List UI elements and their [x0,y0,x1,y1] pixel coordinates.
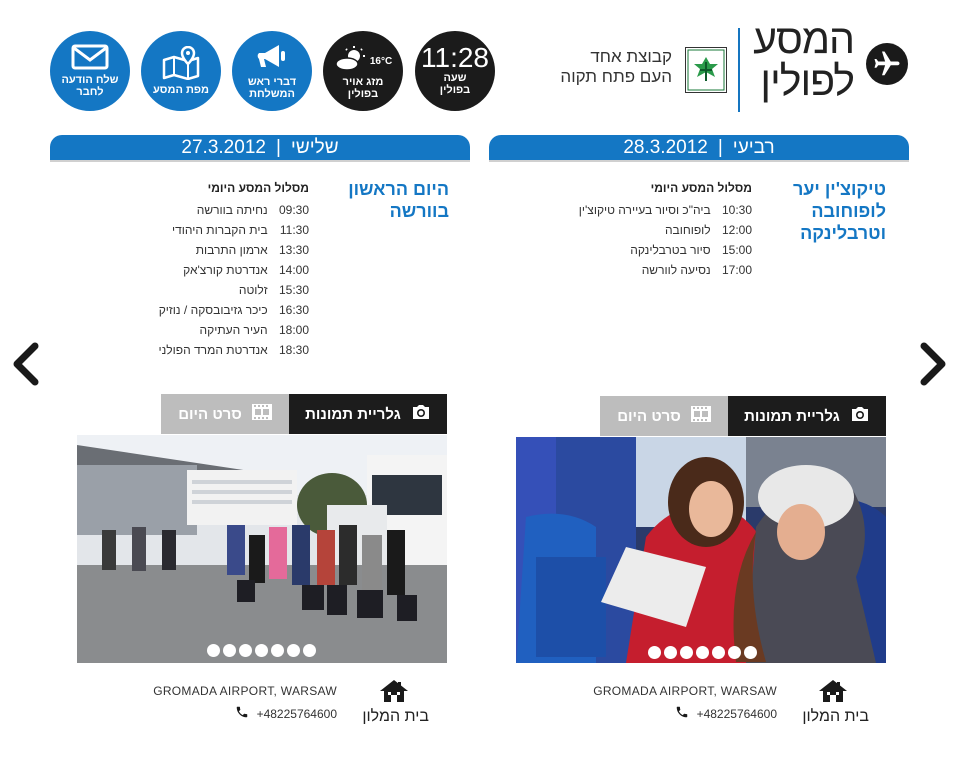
itinerary-row [579,240,752,260]
itinerary-time: 13:30 [278,243,309,257]
day-title-line3: וטרבלינקה [800,223,886,243]
day-weekday: שלישי [290,136,339,158]
itinerary-text: אנדרטת המרד הפולני [158,343,268,357]
poland-clock [415,31,495,111]
itinerary-text: לופוחובה [664,223,711,237]
film-icon [691,406,711,426]
clock-label-line2: בפולין [439,84,471,96]
tab-photo-gallery-label: גלריית תמונות [305,405,401,423]
delegation-head-label-line2: המשלחת [249,88,295,100]
itinerary-row [159,280,310,300]
itinerary-row [159,200,310,220]
day-separator: | [717,136,723,158]
hotel-phone-number: +48225764600 [696,706,777,721]
day-title [348,178,449,222]
envelope-icon [71,44,109,74]
site-title [753,18,854,102]
day-title-line1: היום הראשון [348,179,449,199]
itinerary-time: 15:00 [721,243,752,257]
next-day-arrow[interactable] [918,342,948,386]
group-logo [685,47,727,93]
itinerary-row [159,320,310,340]
itinerary-time: 17:00 [721,263,752,277]
chevron-left-icon [11,371,41,390]
pager-dot[interactable] [255,644,268,657]
hotel-phone[interactable] [235,705,337,722]
itinerary-row [579,260,752,280]
pager-dot[interactable] [207,644,220,657]
day-title-line2: לופוחובה [811,201,886,221]
pager-dot[interactable] [223,644,236,657]
itinerary-text: סיור בטרבלינקה [630,243,711,257]
itinerary-title: מסלול המסע היומי [207,181,309,195]
camera-icon [411,404,431,424]
gallery-photo[interactable] [516,437,886,663]
house-icon [818,679,848,707]
airplane-icon [866,43,908,85]
day-title [793,178,886,244]
pager-dot[interactable] [271,644,284,657]
prev-day-arrow[interactable] [11,342,41,386]
itinerary-row [159,340,310,360]
itinerary-row [159,300,310,320]
pager-dot[interactable] [648,646,661,659]
pager-dot[interactable] [744,646,757,659]
film-icon [252,404,272,424]
itinerary-time: 16:30 [278,303,309,317]
itinerary-text: כיכר גזיבובסקה / נוזיק [158,303,268,317]
hotel-address: GROMADA AIRPORT, WARSAW [593,684,777,698]
itinerary-title: מסלול המסע היומי [650,181,752,195]
pager-dot[interactable] [664,646,677,659]
day-separator: | [275,136,281,158]
day-title-line2: בוורשה [389,201,449,221]
group-name-line2: העם פתח תקוה [560,67,672,86]
itinerary-text: העיר העתיקה [199,323,268,337]
itinerary-text: בית הקברות היהודי [171,223,268,237]
chevron-right-icon [918,371,948,390]
tab-daily-clip[interactable] [161,394,289,434]
itinerary-text: ארמון התרבות [195,243,268,257]
weather-temp: 16°C [369,55,393,67]
journey-map-label: מפת המסע [152,84,209,96]
itinerary-time: 11:30 [279,223,309,237]
weather-widget[interactable] [323,31,403,111]
group-name-line1: קבוצת אחד [590,47,672,66]
tab-daily-clip[interactable] [600,396,728,436]
gallery-photo[interactable] [77,435,447,663]
itinerary-time: 09:30 [278,203,309,217]
pager-dot[interactable] [680,646,693,659]
itinerary-text: זלוטה [238,283,268,297]
itinerary-time: 15:30 [278,283,309,297]
hotel-label: בית המלון [362,708,429,725]
pager-dot[interactable] [303,644,316,657]
tab-daily-clip-label: סרט היום [178,405,242,423]
tab-photo-gallery[interactable] [289,394,447,434]
weather-cloud-sun-icon [334,46,368,76]
itinerary-row [159,240,310,260]
pager-dot[interactable] [712,646,725,659]
itinerary-text: נחיתה בוורשה [196,203,268,217]
gallery-pager [207,644,316,657]
itinerary-time: 10:30 [721,203,752,217]
site-title-line1: המסע [753,16,854,62]
day-title-line1: טיקוצ'ין יער [792,179,886,199]
day-date: 28.3.2012 [623,136,708,158]
house-icon [379,679,409,707]
map-icon [161,46,201,84]
itinerary-row [159,220,310,240]
tab-photo-gallery-label: גלריית תמונות [744,407,840,425]
hotel-address: GROMADA AIRPORT, WARSAW [153,684,337,698]
hotel-phone-number: +48225764600 [256,706,337,721]
megaphone-icon [255,42,289,76]
itinerary-row [579,220,752,240]
group-name [560,47,672,87]
daily-itinerary [159,181,310,360]
tab-daily-clip-label: סרט היום [617,407,681,425]
weather-label-line2: בפולין [347,88,379,100]
send-message-button[interactable] [50,31,130,111]
itinerary-text: ביה"כ וסיור בעיירה טיקוצ'ין [578,203,711,217]
hotel-phone[interactable] [675,705,777,722]
day-weekday: רביעי [732,136,775,158]
delegation-head-button[interactable] [232,31,312,111]
itinerary-time: 18:00 [278,323,309,337]
gallery-pager [648,646,757,659]
clock-label-line1: שעה [443,72,467,84]
itinerary-row [579,200,752,220]
pager-dot[interactable] [287,644,300,657]
itinerary-text: נסיעה לוורשה [641,263,711,277]
delegation-head-label-line1: דברי ראש [247,76,297,88]
hotel-label: בית המלון [802,708,869,725]
phone-icon [235,705,249,722]
send-message-label-line1: שלח הודעה [61,74,119,86]
pager-dot[interactable] [728,646,741,659]
day-date: 27.3.2012 [181,136,266,158]
send-message-label-line2: לחבר [76,86,104,98]
day-bar-wednesday [489,135,909,160]
itinerary-text: אנדרטת קורצ'אק [183,263,268,277]
clock-time: 11:28 [421,42,489,73]
camera-icon [850,406,870,426]
itinerary-time: 12:00 [721,223,752,237]
site-title-line2: לפולין [760,58,854,104]
itinerary-row [159,260,310,280]
tab-photo-gallery[interactable] [728,396,886,436]
daily-itinerary [579,181,752,280]
header-divider [738,28,740,112]
phone-icon [675,705,689,722]
itinerary-time: 18:30 [278,343,309,357]
day-bar-tuesday [50,135,470,160]
itinerary-time: 14:00 [278,263,309,277]
pager-dot[interactable] [696,646,709,659]
pager-dot[interactable] [239,644,252,657]
journey-map-button[interactable] [141,31,221,111]
weather-label-line1: מזג אויר [342,76,384,88]
